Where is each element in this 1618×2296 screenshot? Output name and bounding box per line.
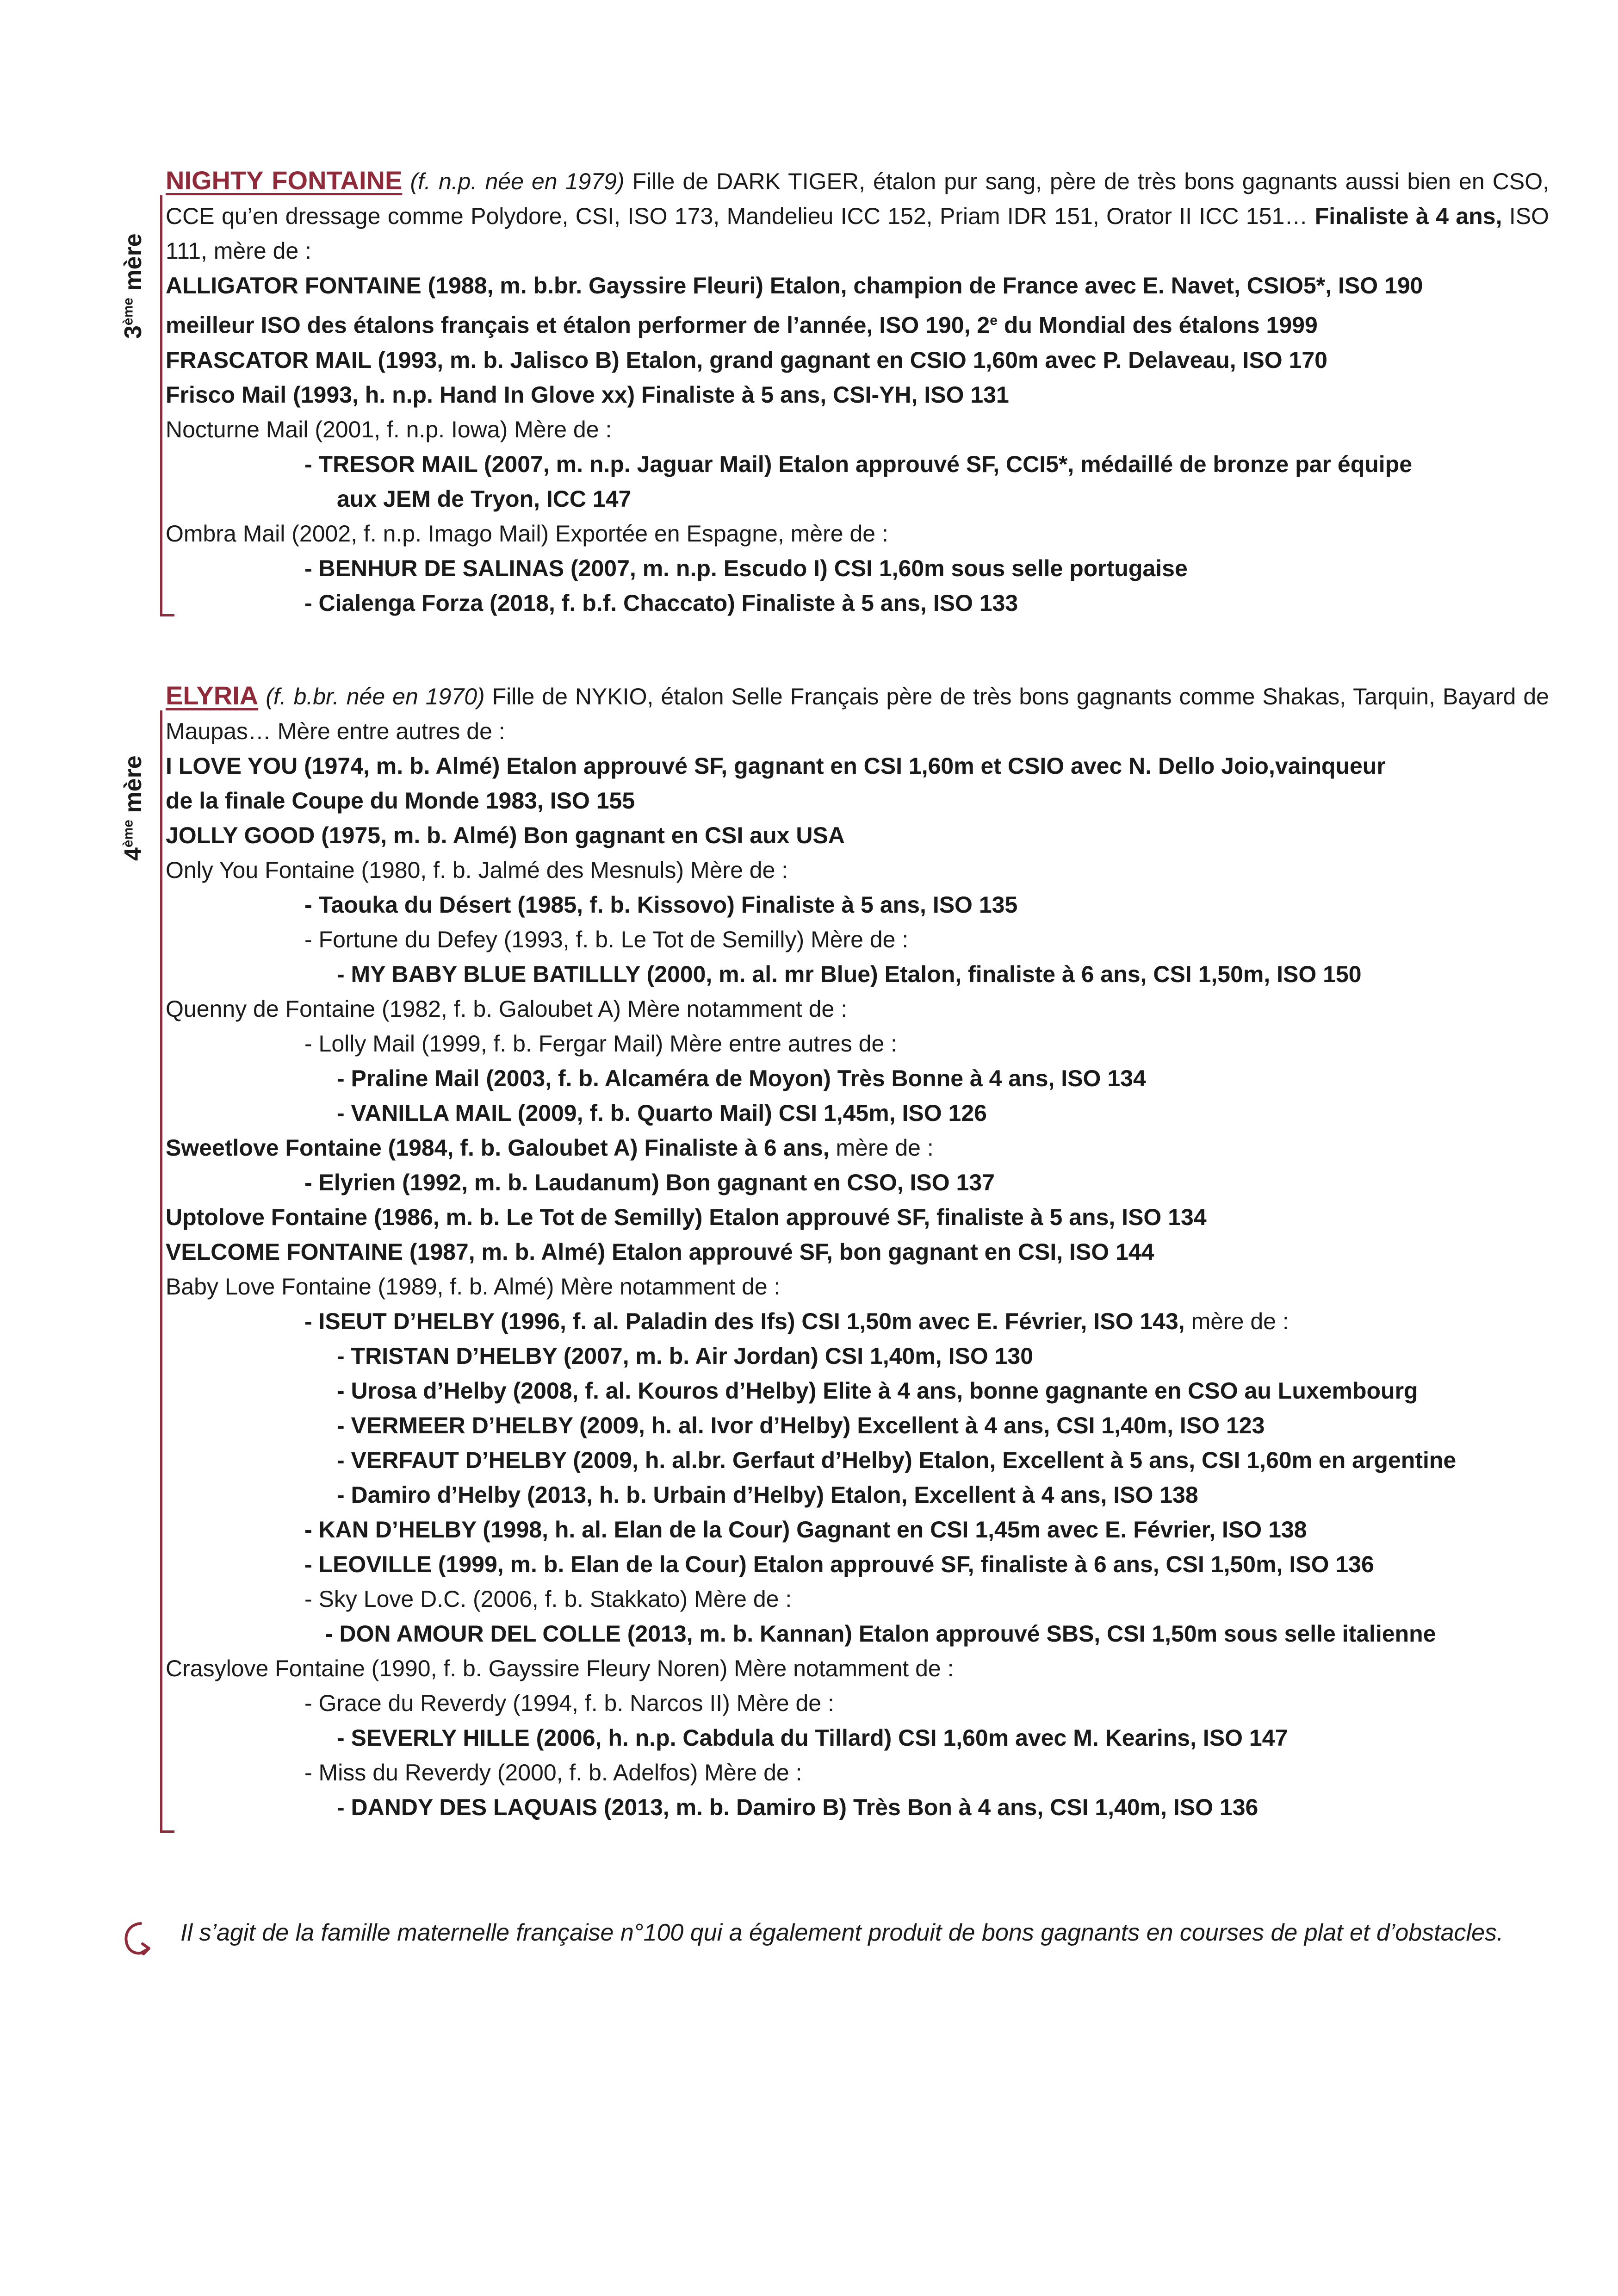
offspring-line-part: meilleur ISO des étalons français et étalon performer de l’année, ISO 190, 2 <box>166 312 990 338</box>
mare-name: NIGHTY FONTAINE <box>166 166 403 195</box>
grand-offspring-line: - Cialenga Forza (2018, f. b.f. Chaccato) Finaliste à 5 ans, ISO 133 <box>304 590 1018 616</box>
mare-description: Fille de NYKIO, étalon Selle Français père de très bons gagnants comme Shakas, Tarquin, Bayard de Maupas… Mère entre autres de : <box>166 684 1549 744</box>
great-grand-offspring-line: - VERMEER D’HELBY (2009, h. al. Ivor d’Helby) Excellent à 4 ans, CSI 1,40m, ISO 123 <box>337 1412 1265 1438</box>
grand-offspring-line <box>166 1304 1549 1339</box>
side-label-number: 4 <box>120 847 147 861</box>
grand-offspring-line: - BENHUR DE SALINAS (2007, m. n.p. Escudo I) CSI 1,60m sous selle portugaise <box>304 555 1188 581</box>
ordinal-sup: e <box>990 313 998 328</box>
mare-name: ELYRIA <box>166 681 259 710</box>
offspring-line-bold: - ISEUT D’HELBY (1996, f. al. Paladin des Ifs) CSI 1,50m avec E. Février, ISO 143, <box>304 1308 1185 1334</box>
side-label-suffix: ème <box>120 820 136 848</box>
great-grand-offspring-line: - TRISTAN D’HELBY (2007, m. b. Air Jordan) CSI 1,40m, ISO 130 <box>337 1343 1034 1369</box>
grand-offspring-line-cont: aux JEM de Tryon, ICC 147 <box>337 485 632 512</box>
offspring-line: Nocturne Mail (2001, f. n.p. Iowa) Mère de : <box>166 416 612 442</box>
mare-heading <box>166 678 1549 749</box>
side-label-suffix: ème <box>120 298 136 326</box>
great-grand-offspring-line: - Urosa d’Helby (2008, f. al. Kouros d’Helby) Elite à 4 ans, bonne gagnante en CSO au Luxembourg <box>337 1378 1418 1404</box>
arrow-hook-icon <box>120 1921 153 1958</box>
offspring-line: VELCOME FONTAINE (1987, m. b. Almé) Etalon approuvé SF, bon gagnant en CSI, ISO 144 <box>166 1239 1154 1265</box>
offspring-line <box>166 1131 1549 1165</box>
great-grand-offspring-line: - DANDY DES LAQUAIS (2013, m. b. Damiro B) Très Bon à 4 ans, CSI 1,40m, ISO 136 <box>337 1794 1258 1820</box>
grand-offspring-line: - Sky Love D.C. (2006, f. b. Stakkato) Mère de : <box>304 1586 792 1612</box>
mare-meta: (f. n.p. née en 1979) <box>410 168 625 194</box>
side-label-4eme-mere <box>119 755 147 861</box>
section-3eme-mere <box>120 163 1550 621</box>
side-label-word: mère <box>120 755 147 820</box>
side-label-number: 3 <box>120 325 147 339</box>
mare-highlight: Finaliste à 4 ans, <box>1314 203 1502 229</box>
grand-offspring-line: - LEOVILLE (1999, m. b. Elan de la Cour) Etalon approuvé SF, finaliste à 6 ans, CSI 1,50m, ISO 136 <box>304 1551 1374 1577</box>
great-grand-offspring-line: - Damiro d’Helby (2013, h. b. Urbain d’Helby) Etalon, Excellent à 4 ans, ISO 138 <box>337 1482 1198 1508</box>
offspring-line-rest: mère de : <box>829 1135 934 1161</box>
grand-offspring-line: - Elyrien (1992, m. b. Laudanum) Bon gagnant en CSO, ISO 137 <box>304 1170 995 1195</box>
offspring-line: ALLIGATOR FONTAINE (1988, m. b.br. Gayssire Fleuri) Etalon, champion de France avec E. Navet, CSIO5*, ISO 190 <box>166 273 1423 299</box>
offspring-line: Crasylove Fontaine (1990, f. b. Gayssire Fleury Noren) Mère notamment de : <box>166 1655 954 1681</box>
offspring-line: Frisco Mail (1993, h. n.p. Hand In Glove xx) Finaliste à 5 ans, CSI-YH, ISO 131 <box>166 381 1009 408</box>
offspring-line: Quenny de Fontaine (1982, f. b. Galoubet A) Mère notamment de : <box>166 996 848 1022</box>
great-grand-offspring-line: - VERFAUT D’HELBY (2009, h. al.br. Gerfaut d’Helby) Etalon, Excellent à 5 ans, CSI 1,60m en argentine <box>337 1447 1457 1473</box>
offspring-line: Ombra Mail (2002, f. n.p. Imago Mail) Exportée en Espagne, mère de : <box>166 520 888 547</box>
great-grand-offspring-line: - Praline Mail (2003, f. b. Alcaméra de Moyon) Très Bonne à 4 ans, ISO 134 <box>337 1065 1146 1091</box>
mare-description-end: ISO 111, mère de : <box>166 203 1550 264</box>
offspring-line: Uptolove Fontaine (1986, m. b. Le Tot de Semilly) Etalon approuvé SF, finaliste à 5 ans, ISO 134 <box>166 1204 1207 1230</box>
offspring-line-rest: mère de : <box>1184 1308 1289 1334</box>
grand-offspring-line: - KAN D’HELBY (1998, h. al. Elan de la Cour) Gagnant en CSI 1,45m avec E. Février, ISO 138 <box>304 1517 1307 1543</box>
offspring-line: Only You Fontaine (1980, f. b. Jalmé des Mesnuls) Mère de : <box>166 857 788 883</box>
section-4eme-mere <box>120 678 1549 1825</box>
offspring-line: JOLLY GOOD (1975, m. b. Almé) Bon gagnant en CSI aux USA <box>166 822 845 848</box>
grand-offspring-line: - Taouka du Désert (1985, f. b. Kissovo) Finaliste à 5 ans, ISO 135 <box>304 892 1018 918</box>
offspring-line: de la finale Coupe du Monde 1983, ISO 155 <box>166 788 635 814</box>
offspring-line: FRASCATOR MAIL (1993, m. b. Jalisco B) Etalon, grand gagnant en CSIO 1,60m avec P. Delaveau, ISO 170 <box>166 347 1327 373</box>
grand-offspring-line: - Miss du Reverdy (2000, f. b. Adelfos) Mère de : <box>304 1760 802 1786</box>
mare-description: Fille de DARK TIGER, étalon pur sang, père de très bons gagnants aussi bien en CSO, CCE qu’en dressage comme Polydore, CSI, ISO 173, Mandelieu ICC 152, Priam IDR 151, Orator II ICC 151… <box>166 168 1549 229</box>
offspring-line-part: du Mondial des étalons 1999 <box>997 312 1318 338</box>
grand-offspring-line: - Fortune du Defey (1993, f. b. Le Tot de Semilly) Mère de : <box>304 927 909 952</box>
offspring-line <box>166 303 1549 343</box>
great-grand-offspring-line: - SEVERLY HILLE (2006, h. n.p. Cabdula du Tillard) CSI 1,60m avec M. Kearins, ISO 147 <box>337 1725 1288 1751</box>
side-label-3eme-mere <box>119 233 147 339</box>
offspring-line: Baby Love Fontaine (1989, f. b. Almé) Mère notamment de : <box>166 1274 781 1300</box>
great-grand-offspring-line: - MY BABY BLUE BATILLLY (2000, m. al. mr Blue) Etalon, finaliste à 6 ans, CSI 1,50m, ISO 150 <box>337 961 1362 987</box>
mare-meta: (f. b.br. née en 1970) <box>266 684 485 709</box>
side-label-word: mère <box>120 233 147 298</box>
note-text: Il s’agit de la famille maternelle française n°100 qui a également produit de bons gagnants en courses de plat et d’obstacles. <box>180 1919 1504 1946</box>
grand-offspring-line: - Lolly Mail (1999, f. b. Fergar Mail) Mère entre autres de : <box>304 1031 898 1057</box>
section-bracket <box>160 710 174 1833</box>
grand-offspring-line: - Grace du Reverdy (1994, f. b. Narcos II) Mère de : <box>304 1690 834 1716</box>
great-grand-offspring-line: - DON AMOUR DEL COLLE (2013, m. b. Kannan) Etalon approuvé SBS, CSI 1,50m sous selle italienne <box>325 1621 1436 1647</box>
offspring-line-bold: Sweetlove Fontaine (1984, f. b. Galoubet A) Finaliste à 6 ans, <box>166 1135 830 1161</box>
grand-offspring-line: - TRESOR MAIL (2007, m. n.p. Jaguar Mail) Etalon approuvé SF, CCI5*, médaillé de bronze par équipe <box>304 451 1413 477</box>
section-bracket <box>160 195 174 616</box>
offspring-line: I LOVE YOU (1974, m. b. Almé) Etalon approuvé SF, gagnant en CSI 1,60m et CSIO avec N. Dello Joio,vainqueur <box>166 753 1386 779</box>
great-grand-offspring-line: - VANILLA MAIL (2009, f. b. Quarto Mail) CSI 1,45m, ISO 126 <box>337 1100 987 1126</box>
mare-heading <box>166 163 1549 268</box>
